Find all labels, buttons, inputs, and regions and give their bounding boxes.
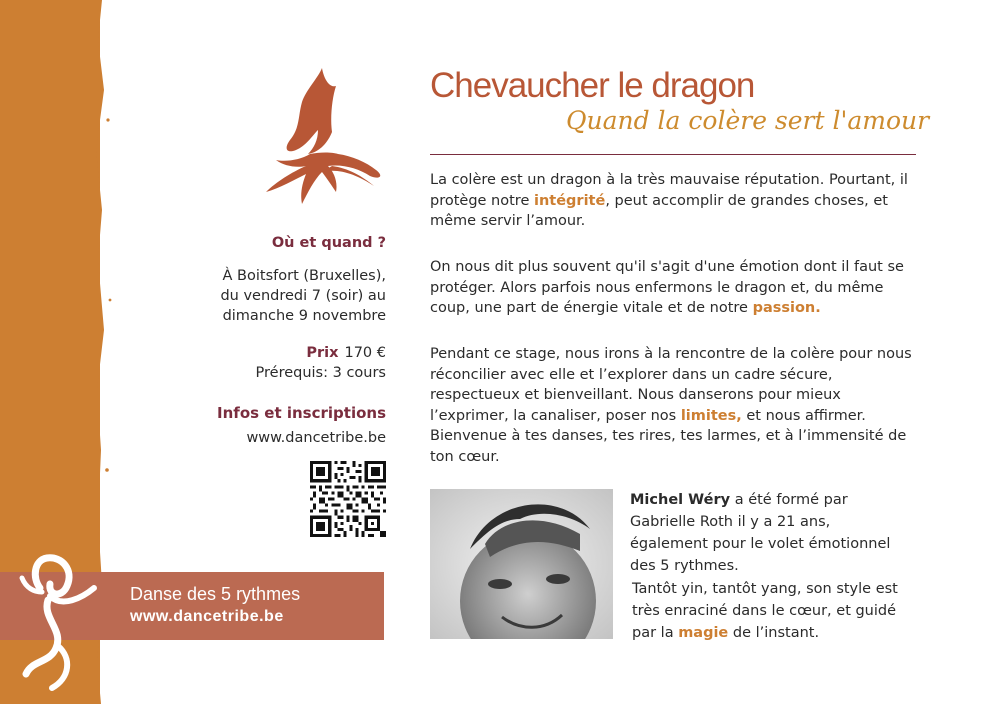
title-divider	[430, 154, 916, 155]
price-value: 170 €	[344, 345, 386, 361]
banner-tagline: Danse des 5 rythmes	[130, 584, 301, 604]
description-text: et nous affirmer. Bienvenue à tes danses, tes rires, tes larmes, et à l’immensité de ton cœur.	[430, 407, 907, 465]
highlight-magie: magie	[678, 625, 729, 641]
highlight-passion: passion.	[752, 300, 821, 316]
where-when-heading: Où et quand ?	[271, 235, 386, 251]
event-title: Chevaucher le dragon	[430, 66, 755, 105]
bio-paragraph-1	[630, 489, 912, 577]
bio-text: a été formé par Gabrielle Roth il y a 21 ans, également pour le volet émotionnel des 5 rythmes.	[630, 492, 891, 574]
description-text: La colère est un dragon à la très mauvaise réputation. Pourtant, il protège notre	[430, 172, 908, 209]
price-line	[306, 343, 386, 363]
where-when-text: À Boitsfort (Bruxelles), du vendredi 7 (soir) au dimanche 9 novembre	[220, 268, 386, 324]
highlight-integrite: intégrité	[533, 192, 606, 209]
description-paragraph-3	[430, 344, 912, 467]
website-link[interactable]: www.dancetribe.be	[246, 430, 386, 446]
description-paragraph-1	[430, 170, 912, 232]
bio-paragraph-2	[632, 578, 914, 644]
prerequisites: Prérequis: 3 cours	[255, 365, 386, 381]
price-label: Prix	[306, 345, 339, 361]
bio-text: de l’instant.	[728, 625, 820, 641]
event-subtitle: Quand la colère sert l'amour	[566, 106, 930, 135]
infos-heading: Infos et inscriptions	[217, 404, 386, 422]
qr-code[interactable]	[310, 461, 386, 537]
banner-text	[130, 582, 300, 628]
dancer-logo-icon	[12, 548, 102, 698]
portrait-photo	[430, 489, 613, 639]
description-paragraph-2	[430, 257, 912, 319]
dragon-illustration	[262, 68, 388, 206]
bio-text: Tantôt yin, tantôt yang, son style est très enraciné dans le cœur, et guidé par la	[632, 581, 898, 641]
teacher-name: Michel Wéry	[630, 492, 731, 508]
description-text: , peut accomplir de grandes choses, et même servir l’amour.	[430, 192, 888, 229]
highlight-limites: limites,	[680, 407, 742, 424]
description-text: On nous dit plus souvent qu'il s'agit d'une émotion dont il faut se protéger. Alors parfois nous enfermons le dragon et, du même coup, une part de énergie vitale et de notre	[430, 259, 904, 316]
description-text: Pendant ce stage, nous irons à la rencontre de la colère pour nous réconcilier avec elle et l’explorer dans un cadre sécure, respectueux et bienveillant. Nous danserons pour mieux l’exprimer, la canaliser, poser nos	[430, 346, 912, 424]
banner-website[interactable]: www.dancetribe.be	[130, 608, 284, 625]
